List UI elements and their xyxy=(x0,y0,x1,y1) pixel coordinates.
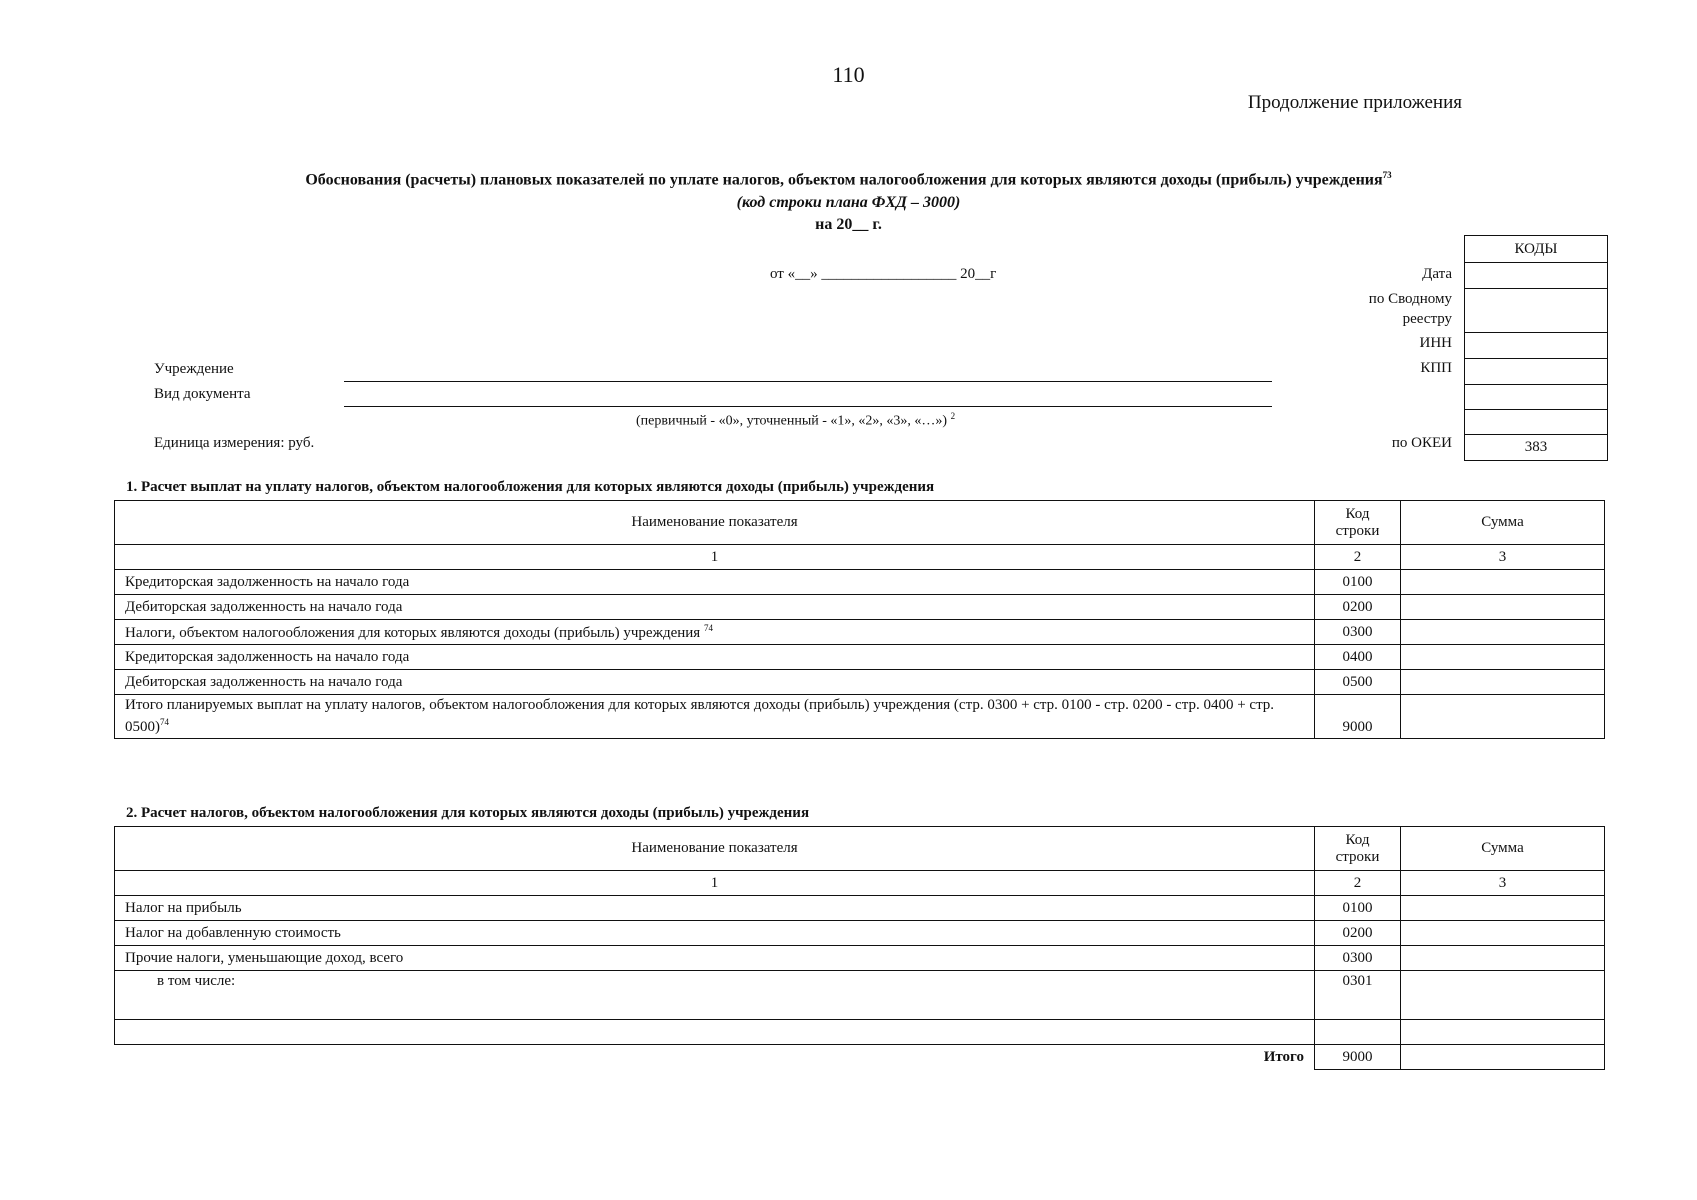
section1-col-sum: Сумма xyxy=(1401,501,1605,545)
section1-header-row xyxy=(115,501,1605,545)
section2-col-sum: Сумма xyxy=(1401,827,1605,871)
section1-table xyxy=(114,500,1605,739)
section1-col-num-2: 2 xyxy=(1315,545,1401,570)
inn-code-cell[interactable] xyxy=(1465,333,1608,359)
total-row-name xyxy=(115,695,1315,739)
section1-total-row xyxy=(115,695,1605,739)
section2-col-num-2: 2 xyxy=(1315,871,1401,896)
register-label-1: по Сводному xyxy=(1368,291,1452,307)
section2-header-row xyxy=(115,827,1605,871)
blank-code-cell xyxy=(1465,410,1608,435)
section1-col-num-1: 1 xyxy=(115,545,1315,570)
okei-code-cell: 383 xyxy=(1465,435,1608,461)
codes-table xyxy=(1464,235,1608,461)
doc-type-label: Вид документа xyxy=(154,386,251,402)
section1-numbers-row xyxy=(115,545,1605,570)
total-label: Итого xyxy=(1263,1048,1304,1065)
register-label-2: реестру xyxy=(1402,311,1452,327)
section2-title: 2. Расчет налогов, объектом налогообложения для которых являются доходы (прибыль) учреждения xyxy=(126,805,810,821)
row-code: 0400 xyxy=(1315,645,1401,670)
section2-col-name: Наименование показателя xyxy=(115,827,1315,871)
blank-row-sum[interactable] xyxy=(1401,1020,1605,1045)
date-line: от «__» __________________ 20__г xyxy=(770,266,997,282)
table-row xyxy=(115,971,1605,1020)
row-sum[interactable] xyxy=(1401,570,1605,595)
row-name: Кредиторская задолженность на начало года xyxy=(115,645,1315,670)
title-footnote: 73 xyxy=(1382,170,1392,180)
section1-col-code xyxy=(1315,501,1401,545)
total-row-code: 9000 xyxy=(1315,695,1401,739)
table-row xyxy=(115,570,1605,595)
blank-row-code[interactable] xyxy=(1315,1020,1401,1045)
section2-col-code-line2: строки xyxy=(1335,848,1380,865)
row-sum[interactable] xyxy=(1401,645,1605,670)
doc-type-code-cell[interactable] xyxy=(1465,385,1608,410)
row-name: Налог на добавленную стоимость xyxy=(115,921,1315,946)
row-code: 0100 xyxy=(1315,896,1401,921)
institution-label: Учреждение xyxy=(154,361,234,377)
row-name: Налог на прибыль xyxy=(115,896,1315,921)
date-label: Дата xyxy=(1422,266,1452,282)
row-sum[interactable] xyxy=(1401,896,1605,921)
row-code: 0300 xyxy=(1315,620,1401,645)
total-row-sum[interactable] xyxy=(1401,1045,1605,1070)
institution-field-line[interactable] xyxy=(344,381,1272,382)
table-row xyxy=(115,896,1605,921)
page-number: 110 xyxy=(832,62,865,87)
row-name: Дебиторская задолженность на начало года xyxy=(115,670,1315,695)
section2-col-code-line1: Код xyxy=(1345,831,1370,848)
section2-total-row xyxy=(115,1045,1605,1070)
blank-row-name[interactable] xyxy=(115,1020,1315,1045)
section2-col-num-1: 1 xyxy=(115,871,1315,896)
section1-col-code-line1: Код xyxy=(1345,505,1370,522)
row-sum[interactable] xyxy=(1401,921,1605,946)
date-code-cell[interactable] xyxy=(1465,263,1608,289)
row-sum[interactable] xyxy=(1401,595,1605,620)
row-code: 0500 xyxy=(1315,670,1401,695)
year-line: на 20__ г. xyxy=(815,216,882,233)
table-row xyxy=(115,946,1605,971)
total-row-name-text: Итого планируемых выплат на уплату налогов, объектом налогообложения для которых являются доходы (прибыль) учреждения (стр. 0300 + стр. 0100 - стр. 0200 - стр. 0400 + стр. 0500) xyxy=(125,697,1275,735)
row-sum[interactable] xyxy=(1401,620,1605,645)
row-name: Кредиторская задолженность на начало года xyxy=(115,570,1315,595)
table-row xyxy=(115,645,1605,670)
section1-col-num-3: 3 xyxy=(1401,545,1605,570)
kpp-code-cell[interactable] xyxy=(1465,359,1608,385)
document-title xyxy=(0,170,1697,189)
inn-label: ИНН xyxy=(1419,335,1452,351)
section2-table xyxy=(114,826,1605,1070)
section2-col-code xyxy=(1315,827,1401,871)
table-row xyxy=(115,921,1605,946)
total-row-code: 9000 xyxy=(1315,1045,1401,1070)
document-subtitle: (код строки плана ФХД – 3000) xyxy=(736,194,961,211)
table-row xyxy=(115,595,1605,620)
okei-label: по ОКЕИ xyxy=(1391,435,1452,451)
register-code-cell[interactable] xyxy=(1465,289,1608,333)
row-code: 0200 xyxy=(1315,921,1401,946)
doc-type-hint-footnote: 2 xyxy=(950,411,956,421)
section2-col-num-3: 3 xyxy=(1401,871,1605,896)
section1-col-name: Наименование показателя xyxy=(115,501,1315,545)
table-row xyxy=(115,620,1605,645)
total-row-sum[interactable] xyxy=(1401,695,1605,739)
row-code: 0301 xyxy=(1315,971,1401,1020)
section1-col-code-line2: строки xyxy=(1335,522,1380,539)
row-footnote: 74 xyxy=(703,622,713,633)
section1-title: 1. Расчет выплат на уплату налогов, объектом налогообложения для которых являются доходы (прибыль) учреждения xyxy=(126,479,935,495)
row-sum[interactable] xyxy=(1401,670,1605,695)
row-name: Прочие налоги, уменьшающие доход, всего xyxy=(115,946,1315,971)
table-row xyxy=(115,670,1605,695)
row-sum[interactable] xyxy=(1401,946,1605,971)
codes-header: КОДЫ xyxy=(1465,236,1608,263)
doc-type-hint xyxy=(636,411,955,430)
unit-label: Единица измерения: руб. xyxy=(154,435,315,451)
row-code: 0200 xyxy=(1315,595,1401,620)
continuation-label: Продолжение приложения xyxy=(1247,92,1462,113)
row-name: Дебиторская задолженность на начало года xyxy=(115,595,1315,620)
row-name-text: Налоги, объектом налогообложения для которых являются доходы (прибыль) учреждения xyxy=(125,624,701,641)
total-row-footnote: 74 xyxy=(160,717,169,727)
row-code: 0100 xyxy=(1315,570,1401,595)
row-name: в том числе: xyxy=(115,971,1315,1020)
kpp-label: КПП xyxy=(1420,360,1452,376)
section2-numbers-row xyxy=(115,871,1605,896)
row-code: 0300 xyxy=(1315,946,1401,971)
row-name xyxy=(115,620,1315,645)
title-text: Обоснования (расчеты) плановых показателей по уплате налогов, объектом налогообложения для которых являются доходы (прибыль) учреждения xyxy=(305,171,1383,189)
table-row-blank xyxy=(115,1020,1605,1045)
row-sum[interactable] xyxy=(1401,971,1605,1020)
doc-type-field-line[interactable] xyxy=(344,406,1272,407)
doc-type-hint-text: (первичный - «0», уточненный - «1», «2», «3», «…») xyxy=(636,413,948,429)
